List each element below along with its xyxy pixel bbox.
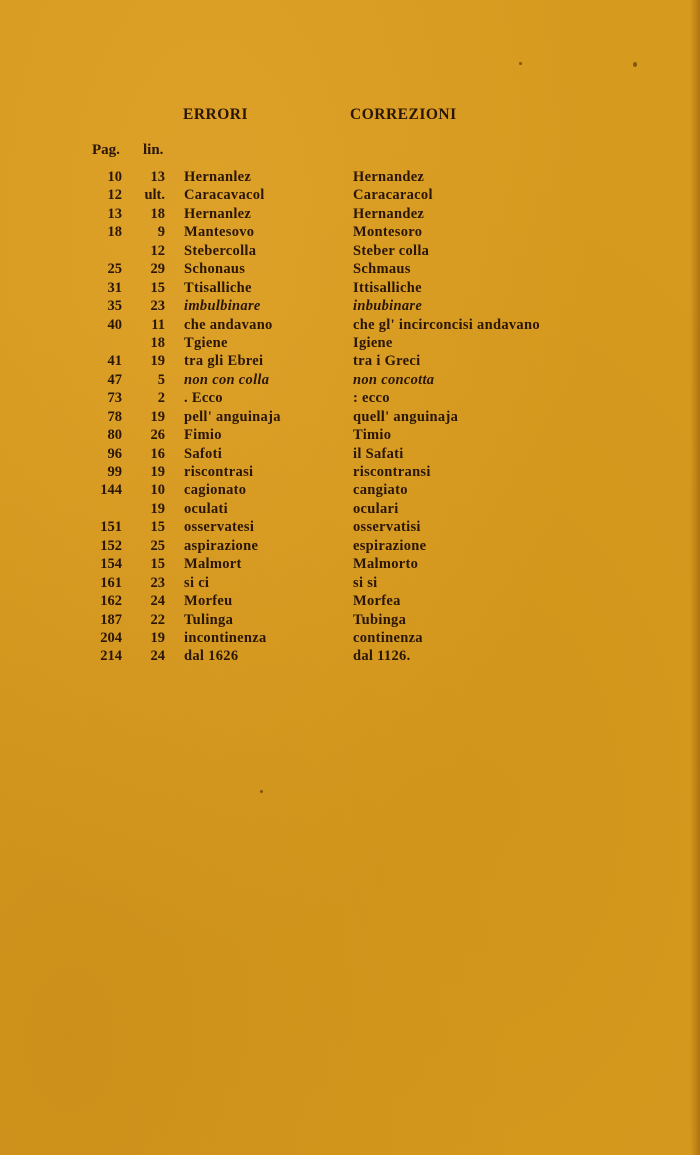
page-number: 154 (100, 556, 122, 573)
error-text: Tulinga (184, 611, 234, 628)
error-text: imbulbinare (184, 298, 261, 315)
error-text: non con colla (184, 371, 270, 388)
error-text: Fimio (184, 427, 222, 444)
error-text: Ttisalliche (184, 279, 252, 296)
correction-text: Tubinga (353, 611, 407, 628)
heading-errori: ERRORI (183, 106, 249, 123)
table-row (0, 481, 700, 499)
line-number: 2 (157, 390, 165, 407)
page-number: 99 (107, 464, 122, 480)
page-number: 47 (107, 371, 122, 388)
table-row (0, 426, 700, 444)
page-number: 204 (100, 629, 122, 646)
line-number: 25 (150, 537, 165, 554)
table-row (0, 611, 700, 629)
table-row (0, 371, 700, 389)
line-number: 19 (150, 464, 165, 480)
correction-text: dal 1126. (353, 648, 411, 665)
table-row (0, 297, 700, 315)
line-number: 18 (150, 334, 165, 351)
table-row (0, 592, 700, 610)
heading-correzioni: CORREZIONI (350, 106, 457, 123)
line-number: 10 (150, 482, 165, 499)
page-number: 78 (107, 408, 122, 425)
correction-text: quell' anguinaja (353, 408, 459, 425)
page-number: 151 (100, 519, 122, 536)
error-text: Stebercolla (184, 242, 257, 259)
table-row (0, 316, 700, 334)
correction-text: Malmorto (353, 556, 419, 573)
error-text: si ci (184, 574, 210, 591)
line-number: 15 (150, 556, 165, 573)
error-text: pell' anguinaja (184, 408, 281, 425)
page-number: 10 (107, 169, 122, 185)
correction-text: Schmaus (353, 261, 411, 278)
page-number: 96 (107, 445, 122, 462)
correction-text: inbubinare (353, 298, 423, 315)
errata-table (0, 168, 700, 666)
error-text: Safoti (184, 445, 223, 462)
line-number: 19 (150, 629, 165, 646)
page-number: 161 (100, 574, 122, 591)
page-number: 80 (107, 427, 122, 444)
error-text: Tgiene (184, 334, 228, 351)
paper-speck (519, 62, 522, 65)
table-row (0, 537, 700, 555)
correction-text: Steber colla (353, 242, 430, 259)
correction-text: Ittisalliche (353, 279, 422, 296)
error-text: riscontrasi (184, 464, 254, 480)
line-number: 24 (150, 593, 165, 610)
correction-text: osservatisi (353, 519, 421, 536)
table-row (0, 279, 700, 297)
page-number: 12 (107, 187, 122, 204)
table-row (0, 223, 700, 241)
error-text: oculati (184, 500, 228, 517)
table-row (0, 389, 700, 407)
error-text: Caracavacol (184, 187, 265, 204)
table-row (0, 463, 700, 481)
paper-speck (260, 790, 263, 793)
error-text: Hernanlez (184, 205, 252, 222)
correction-text: tra i Greci (353, 353, 421, 370)
table-row (0, 445, 700, 463)
table-row (0, 555, 700, 573)
correction-text: espirazione (353, 537, 427, 554)
page-number: 40 (107, 316, 122, 333)
line-number: 5 (157, 371, 165, 388)
table-row (0, 168, 700, 186)
correction-text: continenza (353, 629, 423, 646)
page-number: 13 (107, 205, 122, 222)
correction-text: Timio (353, 427, 392, 444)
page-number: 162 (100, 593, 122, 610)
error-text: tra gli Ebrei (184, 353, 264, 370)
correction-text: Igiene (353, 334, 393, 351)
correction-text: oculari (353, 500, 399, 517)
line-number: 9 (157, 224, 165, 241)
table-row (0, 334, 700, 352)
table-row (0, 408, 700, 426)
line-number: 19 (150, 353, 165, 370)
line-number: 18 (150, 205, 165, 222)
error-text: Malmort (184, 556, 242, 573)
line-number: 12 (150, 242, 165, 259)
table-row (0, 629, 700, 647)
line-number: 15 (150, 279, 165, 296)
table-row (0, 205, 700, 223)
line-number: 23 (150, 574, 165, 591)
correction-text: Caracaracol (353, 187, 433, 204)
error-text: dal 1626 (184, 648, 239, 665)
page-number: 35 (107, 298, 122, 315)
error-text: Morfeu (184, 593, 233, 610)
table-row (0, 574, 700, 592)
table-row (0, 647, 700, 665)
page-number: 18 (107, 224, 122, 241)
table-row (0, 242, 700, 260)
line-number: 15 (150, 519, 165, 536)
table-row (0, 260, 700, 278)
correction-text: Montesoro (353, 224, 423, 241)
line-number: 19 (150, 500, 165, 517)
paper-speck (633, 62, 637, 67)
page-number: 31 (107, 279, 122, 296)
error-text: Mantesovo (184, 224, 255, 241)
error-text: incontinenza (184, 629, 267, 646)
page-number: 152 (100, 537, 122, 554)
page-number: 214 (100, 648, 122, 665)
correction-text: : ecco (353, 390, 390, 407)
correction-text: Morfea (353, 593, 401, 610)
table-row (0, 500, 700, 518)
line-number: 11 (151, 316, 165, 333)
correction-text: cangiato (353, 482, 408, 499)
column-header-lin: lin. (143, 142, 164, 158)
table-row (0, 518, 700, 536)
line-number: 26 (150, 427, 165, 444)
line-number: 13 (150, 169, 165, 185)
line-number: 22 (150, 611, 165, 628)
table-row (0, 352, 700, 370)
correction-text: Hernandez (353, 169, 425, 185)
error-text: che andavano (184, 316, 273, 333)
error-text: cagionato (184, 482, 247, 499)
page-number: 187 (100, 611, 122, 628)
table-row (0, 186, 700, 204)
page-number: 73 (107, 390, 122, 407)
correction-text: che gl' incirconcisi andavano (353, 316, 540, 333)
correction-text: riscontransi (353, 464, 431, 480)
error-text: Schonaus (184, 261, 246, 278)
line-number: 19 (150, 408, 165, 425)
line-number: 16 (150, 445, 165, 462)
line-number: ult. (144, 187, 165, 204)
error-text: Hernanlez (184, 169, 252, 185)
line-number: 29 (150, 261, 165, 278)
correction-text: Hernandez (353, 205, 425, 222)
correction-text: si si (353, 574, 378, 591)
page-number: 41 (107, 353, 122, 370)
error-text: . Ecco (184, 390, 223, 407)
line-number: 23 (150, 298, 165, 315)
line-number: 24 (150, 648, 165, 665)
correction-text: il Safati (353, 445, 404, 462)
column-header-pag: Pag. (92, 142, 120, 158)
error-text: osservatesi (184, 519, 255, 536)
page-number: 25 (107, 261, 122, 278)
correction-text: non concotta (353, 371, 435, 388)
page-number: 144 (100, 482, 122, 499)
error-text: aspirazione (184, 537, 259, 554)
